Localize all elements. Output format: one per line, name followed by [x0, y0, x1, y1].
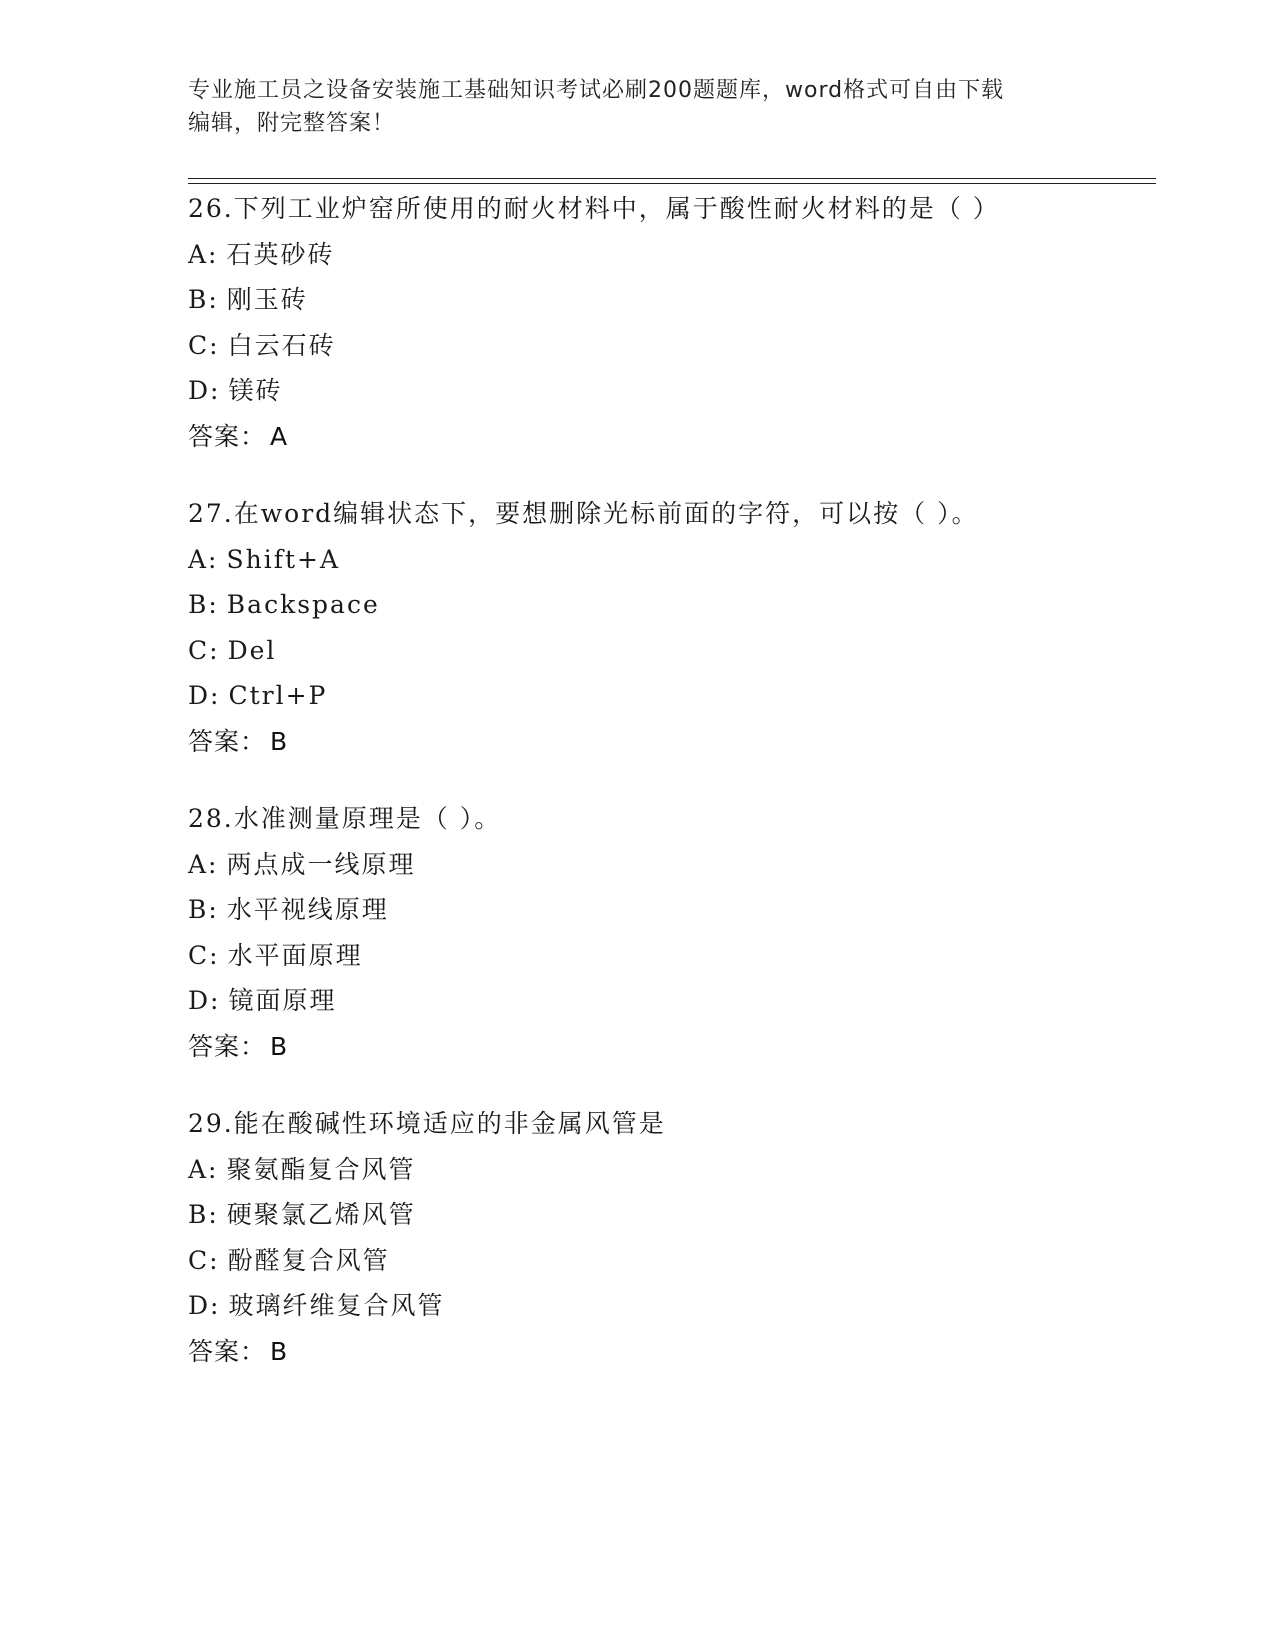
- option-d: [188, 673, 1188, 719]
- option-c: [188, 323, 1188, 369]
- answer-label: 答案：: [188, 726, 267, 756]
- option-d: [188, 368, 1188, 414]
- header-rule-top: [188, 178, 1156, 179]
- answer-line: [188, 414, 1188, 460]
- answer-line: [188, 1024, 1188, 1070]
- option-text: 水平面原理: [227, 940, 363, 970]
- option-b: [188, 1192, 1188, 1238]
- answer-line: [188, 1329, 1188, 1375]
- header-line-1: 专业施工员之设备安装施工基础知识考试必刷200题题库，word格式可自由下载: [188, 78, 1005, 103]
- question-27: [188, 491, 1188, 764]
- option-text: 镁砖: [228, 376, 283, 405]
- question-stem: 28.水准测量原理是（ ）。: [188, 804, 502, 833]
- answer-line: [188, 719, 1188, 765]
- option-text: 酚醛复合风管: [227, 1245, 390, 1275]
- option-a: [188, 1147, 1188, 1193]
- option-a: [188, 537, 1188, 583]
- option-letter: D:: [188, 986, 221, 1015]
- answer-value: B: [270, 726, 289, 756]
- option-c: [188, 933, 1188, 979]
- option-text: 水平视线原理: [226, 895, 389, 924]
- option-text: 玻璃纤维复合风管: [228, 1291, 445, 1320]
- option-letter: C:: [188, 635, 220, 665]
- header-line-2: 编辑，附完整答案！: [188, 111, 396, 136]
- question-stem: 29.能在酸碱性环境适应的非金属风管是: [188, 1109, 666, 1138]
- option-text: 两点成一线原理: [226, 849, 416, 879]
- option-c: [188, 1238, 1188, 1284]
- option-b: [188, 582, 1188, 628]
- option-text: 白云石砖: [227, 330, 336, 360]
- question-28: [188, 796, 1188, 1069]
- option-d: [188, 1283, 1188, 1329]
- option-letter: A:: [188, 849, 219, 879]
- option-text: 石英砂砖: [226, 239, 335, 269]
- option-letter: C:: [188, 1245, 220, 1275]
- option-a: [188, 232, 1188, 278]
- option-letter: C:: [188, 330, 220, 360]
- header-rule-bottom: [188, 183, 1156, 184]
- option-text: 聚氨酯复合风管: [226, 1154, 416, 1184]
- question-29: [188, 1101, 1188, 1374]
- answer-value: B: [270, 1336, 289, 1366]
- option-a: [188, 842, 1188, 888]
- option-letter: A:: [188, 1154, 219, 1184]
- option-b: [188, 887, 1188, 933]
- option-text: Del: [227, 635, 277, 665]
- option-letter: B:: [188, 1200, 219, 1229]
- option-letter: A:: [188, 544, 219, 574]
- question-stem: 26.下列工业炉窑所使用的耐火材料中，属于酸性耐火材料的是（ ）: [188, 194, 1000, 223]
- option-letter: B:: [188, 590, 219, 619]
- answer-value: B: [270, 1031, 289, 1061]
- option-letter: D:: [188, 681, 221, 710]
- option-letter: B:: [188, 285, 219, 314]
- option-text: 镜面原理: [228, 986, 337, 1015]
- option-letter: D:: [188, 376, 221, 405]
- option-text: Backspace: [226, 590, 380, 619]
- option-text: Ctrl+P: [228, 681, 328, 710]
- option-letter: B:: [188, 895, 219, 924]
- answer-value: A: [270, 421, 289, 451]
- option-c: [188, 628, 1188, 674]
- question-stem: 27.在word编辑状态下，要想删除光标前面的字符，可以按（ ）。: [188, 499, 979, 528]
- option-d: [188, 978, 1188, 1024]
- answer-label: 答案：: [188, 421, 267, 451]
- option-text: 硬聚氯乙烯风管: [226, 1200, 416, 1229]
- question-26: [188, 186, 1188, 459]
- option-text: Shift+A: [226, 544, 341, 574]
- option-letter: A:: [188, 239, 219, 269]
- document-header: [188, 74, 1088, 140]
- answer-label: 答案：: [188, 1336, 267, 1366]
- option-b: [188, 277, 1188, 323]
- answer-label: 答案：: [188, 1031, 267, 1061]
- option-letter: C:: [188, 940, 220, 970]
- option-letter: D:: [188, 1291, 221, 1320]
- option-text: 刚玉砖: [226, 285, 308, 314]
